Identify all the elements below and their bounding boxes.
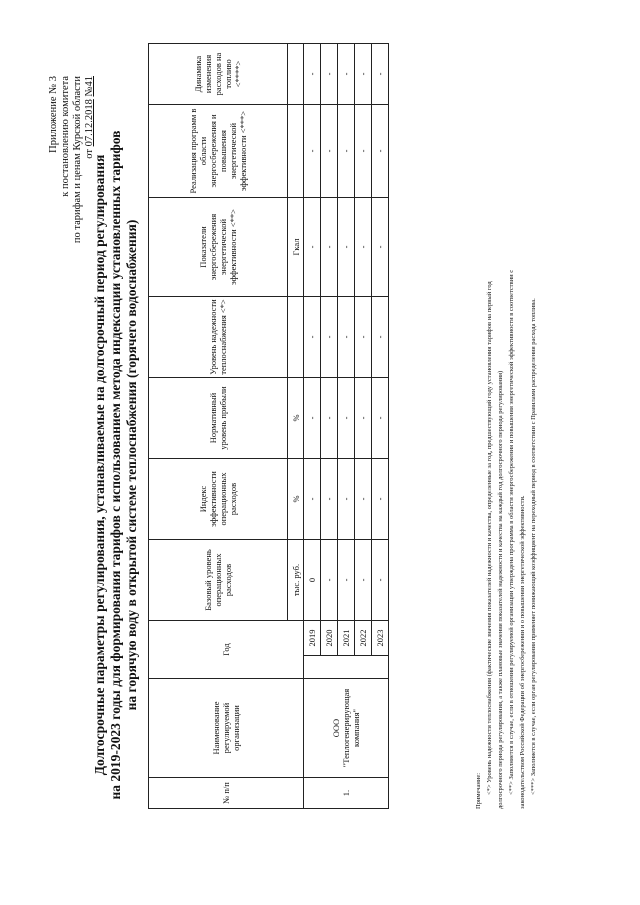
row-energy: - [338, 198, 355, 297]
row-base: 0 [304, 540, 321, 621]
appendix-number: Приложение № 3 [48, 76, 59, 153]
row-profit: - [372, 378, 389, 459]
row-index: - [304, 459, 321, 540]
row-fuel: - [355, 44, 372, 105]
footnotes [473, 39, 539, 809]
row-year: 2019 [304, 621, 321, 656]
footnote-2: <**> Заполняется в случае, если в отношении регулируемой организации утверждена программа в области энергосбережения и повышения энергетической эффективности в соответствии с [508, 269, 515, 795]
row-fuel: - [321, 44, 338, 105]
row-profit: - [304, 378, 321, 459]
title-line-2: на 2019-2023 годы для формирования тарифов с использованием метода индексации установленных тарифов [108, 130, 123, 800]
row-reliability: - [321, 297, 338, 378]
row-index: - [355, 459, 372, 540]
appendix-committee: по тарифам и ценам Курской области [72, 76, 83, 244]
header-fuel: Динамика изменения расходов на топливо <****> [149, 44, 288, 105]
org-number: 1. [304, 778, 389, 809]
row-programs: - [372, 105, 389, 198]
unit-energy: Гкал [288, 198, 304, 297]
resolution-date: 07.12.2018 [84, 99, 95, 147]
row-base: - [338, 540, 355, 621]
appendix-resolution: к постановлению комитета [60, 76, 71, 197]
title-line-1: Долгосрочные параметры регулирования, устанавливаемые на долгосрочный период регулирования [92, 154, 107, 776]
footnote-3: <***> Заполняется в случае, если орган регулирования применяет понижающий коэффициент на переходный период в соответствии с Правилами распределения расхода топлива. [530, 298, 537, 795]
row-index: - [372, 459, 389, 540]
header-profit: Нормативный уровень прибыли [149, 378, 288, 459]
row-year: 2020 [321, 621, 338, 656]
unit-programs [288, 105, 304, 198]
header-energy: Показатели энергосбережения энергетической эффективности <**> [149, 198, 288, 297]
footnote-2-continued: законодательством Российской Федерации об энергосбережении и о повышении энергетической эффективности. [519, 495, 526, 809]
resolution-number: №41 [84, 76, 95, 97]
notes-label: Примечание: [475, 772, 482, 809]
footnote-1: <*> Уровень надежности теплоснабжения (фактические значения показателей надежности и качества, определенные за год, предшествующий году установления тарифов на первый год [486, 281, 493, 795]
title-line-3: на горячую воду в открытой системе теплоснабжения (горячего водоснабжения) [124, 219, 139, 711]
header-base: Базовый уровень операционных расходов [149, 540, 288, 621]
row-year: 2023 [372, 621, 389, 656]
header-reliability: Уровень надежности теплоснабжения <*> [149, 297, 288, 378]
header-num: № п/п [149, 778, 304, 809]
row-base: - [321, 540, 338, 621]
row-base: - [355, 540, 372, 621]
row-profit: - [321, 378, 338, 459]
row-index: - [321, 459, 338, 540]
table-header-row [149, 44, 288, 809]
row-energy: - [321, 198, 338, 297]
row-profit: - [338, 378, 355, 459]
footnote-1-continued: долгосрочного периода регулирования, а также плановые значения показателей надежности и качества на каждый год долгосрочного периода регулирования) [497, 370, 504, 809]
org-name: ООО "Теплогенерирующая компания" [304, 679, 389, 778]
row-fuel: - [372, 44, 389, 105]
row-fuel: - [338, 44, 355, 105]
row-programs: - [355, 105, 372, 198]
row-reliability: - [372, 297, 389, 378]
table-row [304, 44, 321, 809]
row-fuel: - [304, 44, 321, 105]
row-programs: - [338, 105, 355, 198]
row-profit: - [355, 378, 372, 459]
header-index: Индекс эффективности операционных расходов [149, 459, 288, 540]
row-base: - [372, 540, 389, 621]
row-reliability: - [304, 297, 321, 378]
row-reliability: - [355, 297, 372, 378]
date-prefix: от [84, 149, 95, 159]
parameters-table [148, 43, 389, 809]
unit-reliability [288, 297, 304, 378]
header-year: Год [149, 621, 304, 679]
row-year: 2022 [355, 621, 372, 656]
row-energy: - [372, 198, 389, 297]
unit-profit: % [288, 378, 304, 459]
row-reliability: - [338, 297, 355, 378]
appendix-header [48, 76, 96, 336]
row-year: 2021 [338, 621, 355, 656]
header-org: Наименование регулируемой организации [149, 679, 304, 778]
row-energy: - [355, 198, 372, 297]
unit-base: тыс. руб. [288, 540, 304, 621]
row-energy: - [304, 198, 321, 297]
row-index: - [338, 459, 355, 540]
year-blank [304, 656, 389, 679]
row-programs: - [304, 105, 321, 198]
unit-fuel [288, 44, 304, 105]
header-programs: Реализация программ в области энергосбережения и повышения энергетической эффективности <***> [149, 105, 288, 198]
unit-index: % [288, 459, 304, 540]
row-programs: - [321, 105, 338, 198]
document-title [92, 85, 140, 845]
